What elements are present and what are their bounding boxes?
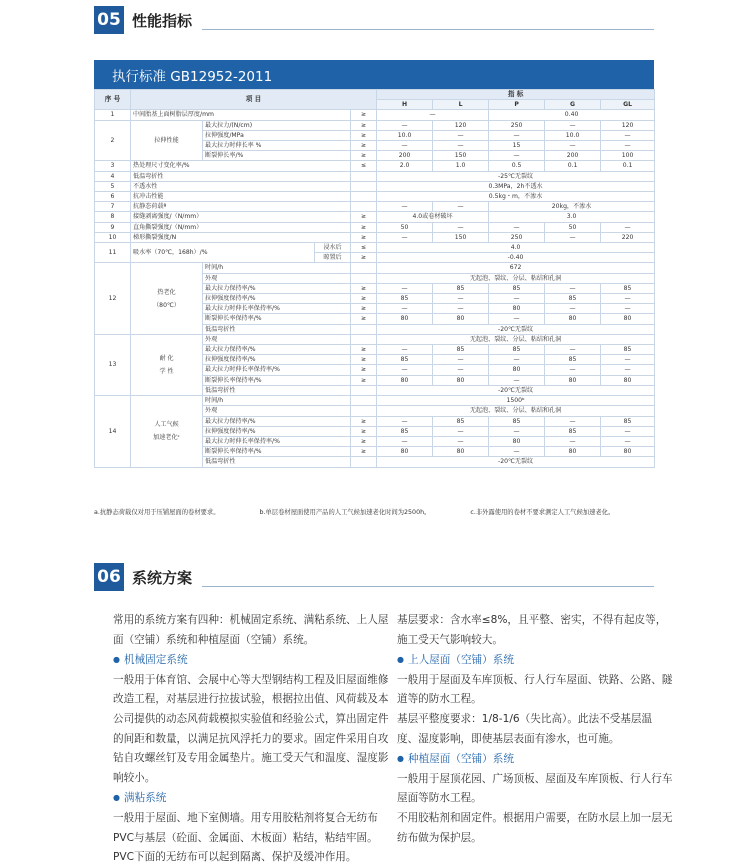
- operator-cell: [351, 181, 377, 191]
- subheading-full-adhered: [113, 788, 389, 809]
- value-cell: —: [377, 365, 433, 375]
- value-cell: 85: [545, 426, 601, 436]
- operator-cell: ≥: [351, 314, 377, 324]
- value-cell: 80: [545, 314, 601, 324]
- item-cell: 拉伸强度保持率/%: [203, 294, 351, 304]
- value-cell: 85: [433, 345, 489, 355]
- operator-cell: ≤: [351, 243, 377, 253]
- value-cell: —: [433, 202, 489, 212]
- value-cell: 80: [601, 447, 655, 457]
- value-cell: 80: [377, 314, 433, 324]
- row-number: 7: [95, 202, 131, 212]
- value-cell: 120: [601, 120, 655, 130]
- value-cell: —: [601, 304, 655, 314]
- value-cell: —: [377, 232, 433, 242]
- value-cell: 80: [489, 436, 545, 446]
- right-column: [397, 611, 673, 868]
- operator-cell: [351, 324, 377, 334]
- operator-cell: ≥: [351, 304, 377, 314]
- value-cell: —: [601, 365, 655, 375]
- value-cell: —: [489, 151, 545, 161]
- value-cell: —: [601, 436, 655, 446]
- item-cell: 最大拉力时伸长率保持率/%: [203, 436, 351, 446]
- row-number: 12: [95, 263, 131, 334]
- subheading-label: 上人屋面（空铺）系统: [407, 654, 514, 667]
- row-number: 9: [95, 222, 131, 232]
- operator-cell: [351, 171, 377, 181]
- value-cell: 250: [489, 120, 545, 130]
- value-cell: 200: [377, 151, 433, 161]
- table-row: [95, 232, 655, 242]
- subheading-mechanical: [113, 650, 389, 671]
- item-cell: 外观: [203, 406, 351, 416]
- group-label: 学 性: [159, 367, 174, 375]
- section-divider: [202, 585, 654, 587]
- sub-item-cell: 晾置后: [315, 253, 351, 263]
- value-cell: 20kg，不渗水: [489, 202, 655, 212]
- operator-cell: ≥: [351, 222, 377, 232]
- value-cell: 3.0: [489, 212, 655, 222]
- value-cell: —: [377, 141, 433, 151]
- value-cell: 15: [489, 141, 545, 151]
- subheading-label: 满粘系统: [123, 792, 167, 805]
- operator-cell: ≥: [351, 130, 377, 140]
- section-title: 性能指标: [132, 11, 193, 30]
- item-cell: 梯形撕裂强度/N: [131, 232, 351, 242]
- value-cell: 85: [489, 345, 545, 355]
- value-cell: 100: [601, 151, 655, 161]
- subheading-label: 种植屋面（空铺）系统: [407, 753, 514, 766]
- paragraph-flatness: 基层平整度要求：1/8-1/6（失比高）。此法不受基层温度、湿度影响，即使基层表面有渗水，也可施。: [397, 712, 653, 745]
- value-cell: 85: [601, 345, 655, 355]
- row-number: 5: [95, 181, 131, 191]
- value-cell: —: [489, 294, 545, 304]
- value-cell: 0.40: [489, 110, 655, 120]
- paragraph-accessible-roof: 一般用于屋面及车库顶板、行人行车屋面、铁路、公路、隧道等的防水工程。: [397, 673, 673, 706]
- value-cell: 200: [545, 151, 601, 161]
- value-cell: 1500ᵇ: [377, 396, 655, 406]
- value-cell: —: [433, 141, 489, 151]
- item-cell: 低温弯折性: [131, 171, 351, 181]
- section-number: 06: [94, 563, 124, 591]
- value-cell: —: [545, 304, 601, 314]
- value-cell: —: [377, 304, 433, 314]
- value-cell: -25℃无裂纹: [377, 171, 655, 181]
- bullet-dot-icon: ●: [113, 655, 120, 665]
- operator-cell: ≥: [351, 365, 377, 375]
- operator-cell: ≥: [351, 294, 377, 304]
- item-cell: 抗静态荷载ª: [131, 202, 351, 212]
- operator-cell: ≥: [351, 416, 377, 426]
- operator-cell: [351, 202, 377, 212]
- header-no: 序 号: [95, 90, 131, 110]
- item-cell: 中间胎基上面树脂层厚度/mm: [131, 110, 351, 120]
- value-cell: 80: [433, 314, 489, 324]
- value-cell: 85: [377, 294, 433, 304]
- item-cell: 时间/h: [203, 396, 351, 406]
- value-cell: —: [377, 110, 489, 120]
- value-cell: 80: [377, 375, 433, 385]
- operator-cell: ≥: [351, 447, 377, 457]
- value-cell: 85: [601, 283, 655, 293]
- item-cell: 低温弯折性: [203, 324, 351, 334]
- group-cell: [131, 396, 203, 467]
- value-cell: 85: [377, 426, 433, 436]
- value-cell: —: [601, 355, 655, 365]
- value-cell: 80: [377, 447, 433, 457]
- operator-cell: ≥: [351, 375, 377, 385]
- item-cell: 断裂伸长率/%: [203, 151, 351, 161]
- item-cell: 外观: [203, 273, 351, 283]
- operator-cell: [351, 334, 377, 344]
- value-cell: 2.0: [377, 161, 433, 171]
- grade-gl: GL: [601, 100, 655, 110]
- value-cell: 0.5: [489, 161, 545, 171]
- value-cell: 无起泡、裂纹、分层、粘结和孔洞: [377, 406, 655, 416]
- item-cell: 低温弯折性: [203, 385, 351, 395]
- item-cell: 最大拉力时伸长率保持率/%: [203, 365, 351, 375]
- row-number: 6: [95, 192, 131, 202]
- header-item: 项 目: [131, 90, 377, 110]
- table-row: [95, 110, 655, 120]
- operator-cell: ≥: [351, 151, 377, 161]
- paragraph-full-adhered: 一般用于屋面、地下室侧墙。用专用胶粘剂将复合无纺布PVC与基层（砼面、金属面、木板面）粘结，粘结牢固。PVC下面的无纺布可以起到隔离、保护及缓冲作用。: [113, 811, 378, 864]
- bullet-dot-icon: ●: [113, 793, 120, 803]
- value-cell: 50: [377, 222, 433, 232]
- value-cell: 无起泡、裂纹、分层、粘结和孔洞: [377, 334, 655, 344]
- row-number: 8: [95, 212, 131, 222]
- operator-cell: ≥: [351, 355, 377, 365]
- row-number: 10: [95, 232, 131, 242]
- grade-g: G: [545, 100, 601, 110]
- operator-cell: [351, 263, 377, 273]
- operator-cell: ≥: [351, 141, 377, 151]
- group-label: 热老化: [157, 288, 176, 296]
- value-cell: 250: [489, 232, 545, 242]
- grade-l: L: [433, 100, 489, 110]
- item-cell: 断裂伸长率保持率/%: [203, 314, 351, 324]
- group-cell: [131, 334, 203, 395]
- item-cell: 外观: [203, 334, 351, 344]
- table-row: [95, 120, 655, 130]
- value-cell: 85: [545, 355, 601, 365]
- value-cell: —: [545, 345, 601, 355]
- item-cell: 拉伸强度/MPa: [203, 130, 351, 140]
- value-cell: 10.0: [545, 130, 601, 140]
- group-cell: 拉伸性能: [131, 120, 203, 161]
- operator-cell: ≥: [351, 253, 377, 263]
- operator-cell: ≥: [351, 232, 377, 242]
- table-row: [95, 161, 655, 171]
- group-label: 人工气候: [154, 421, 179, 429]
- value-cell: —: [545, 365, 601, 375]
- table-row: [95, 192, 655, 202]
- group-label: 加速老化ᶜ: [153, 434, 180, 442]
- grade-p: P: [489, 100, 545, 110]
- section-divider: [202, 28, 654, 30]
- value-cell: -20℃无裂纹: [377, 385, 655, 395]
- item-cell: 最大拉力保持率/%: [203, 345, 351, 355]
- item-cell: 时间/h: [203, 263, 351, 273]
- table-row: [95, 243, 655, 253]
- value-cell: —: [601, 222, 655, 232]
- value-cell: 0.3MPa，2h不透水: [377, 181, 655, 191]
- value-cell: 85: [433, 283, 489, 293]
- item-cell: 最大拉力时伸长率保持率/%: [203, 304, 351, 314]
- row-number: 2: [95, 120, 131, 161]
- subheading-accessible-roof: [397, 650, 673, 671]
- value-cell: —: [377, 283, 433, 293]
- subheading-green-roof: [397, 749, 673, 770]
- item-cell: 接缝剥离强度/（N/mm）: [131, 212, 351, 222]
- section-header-system: [94, 563, 654, 591]
- value-cell: —: [377, 202, 433, 212]
- value-cell: 1.0: [433, 161, 489, 171]
- subheading-label: 机械固定系统: [123, 654, 188, 667]
- value-cell: 150: [433, 151, 489, 161]
- item-cell: 断裂伸长率保持率/%: [203, 447, 351, 457]
- value-cell: -20℃无裂纹: [377, 457, 655, 467]
- value-cell: 50: [545, 222, 601, 232]
- value-cell: 120: [433, 120, 489, 130]
- item-cell: 吸水率（70℃，168h）/%: [131, 243, 315, 263]
- operator-cell: [351, 457, 377, 467]
- item-cell: 不透水性: [131, 181, 351, 191]
- operator-cell: ≥: [351, 120, 377, 130]
- value-cell: —: [545, 283, 601, 293]
- item-cell: 最大拉力保持率/%: [203, 416, 351, 426]
- value-cell: —: [433, 222, 489, 232]
- value-cell: 无起泡、裂纹、分层、粘结和孔洞: [377, 273, 655, 283]
- value-cell: —: [377, 120, 433, 130]
- value-cell: 85: [545, 294, 601, 304]
- value-cell: —: [601, 294, 655, 304]
- value-cell: —: [377, 345, 433, 355]
- value-cell: 80: [545, 447, 601, 457]
- value-cell: 150: [433, 232, 489, 242]
- value-cell: —: [601, 130, 655, 140]
- value-cell: —: [545, 436, 601, 446]
- value-cell: -20℃无裂纹: [377, 324, 655, 334]
- note-a: a.抗静态荷载仅对用于压铺屋面的卷材要求。: [94, 509, 220, 516]
- item-cell: 拉伸强度保持率/%: [203, 426, 351, 436]
- item-cell: 低温弯折性: [203, 457, 351, 467]
- item-cell: 断裂伸长率保持率/%: [203, 375, 351, 385]
- value-cell: —: [433, 304, 489, 314]
- value-cell: —: [489, 130, 545, 140]
- table-row: [95, 263, 655, 273]
- value-cell: —: [545, 416, 601, 426]
- item-cell: 拉伸强度保持率/%: [203, 355, 351, 365]
- value-cell: 0.1: [545, 161, 601, 171]
- item-cell: 抗冲击性能: [131, 192, 351, 202]
- value-cell: —: [545, 120, 601, 130]
- intro-paragraph: 常用的系统方案有四种：机械固定系统、满粘系统、上人屋面（空铺）系统和种植屋面（空铺）系统。: [113, 614, 389, 646]
- value-cell: —: [601, 426, 655, 436]
- header-index: 指 标: [377, 90, 655, 100]
- row-number: 3: [95, 161, 131, 171]
- paragraph-green-roof: 一般用于屋顶花园、广场顶板、屋面及车库顶板、行人行车屋面等防水工程。: [397, 772, 673, 805]
- value-cell: 80: [545, 375, 601, 385]
- row-number: 13: [95, 334, 131, 395]
- bullet-dot-icon: ●: [397, 655, 404, 665]
- left-column: [113, 611, 389, 868]
- value-cell: —: [489, 375, 545, 385]
- value-cell: 85: [377, 355, 433, 365]
- value-cell: 85: [601, 416, 655, 426]
- value-cell: —: [377, 436, 433, 446]
- table-row: [95, 202, 655, 212]
- value-cell: —: [433, 294, 489, 304]
- paragraph-protection: 不用胶粘剂和固定件。根据用户需要，在防水层上加一层无纺布做为保护层。: [397, 811, 673, 844]
- row-number: 11: [95, 243, 131, 263]
- operator-cell: ≥: [351, 345, 377, 355]
- row-number: 1: [95, 110, 131, 120]
- value-cell: 85: [433, 416, 489, 426]
- operator-cell: [351, 396, 377, 406]
- item-cell: 热处理尺寸变化率/%: [131, 161, 351, 171]
- sub-item-cell: 浸水后: [315, 243, 351, 253]
- value-cell: 80: [601, 375, 655, 385]
- section-header-performance: [94, 6, 654, 34]
- table-header-row: [95, 90, 655, 100]
- value-cell: -0.40: [377, 253, 655, 263]
- value-cell: —: [545, 232, 601, 242]
- table-row: [95, 334, 655, 344]
- value-cell: 4.0: [377, 243, 655, 253]
- value-cell: —: [545, 141, 601, 151]
- section-title: 系统方案: [132, 568, 193, 587]
- value-cell: —: [489, 355, 545, 365]
- operator-cell: ≥: [351, 212, 377, 222]
- grade-h: H: [377, 100, 433, 110]
- section-number: 05: [94, 6, 124, 34]
- value-cell: —: [433, 355, 489, 365]
- value-cell: 220: [601, 232, 655, 242]
- item-cell: 直角撕裂强度/（N/mm）: [131, 222, 351, 232]
- value-cell: —: [601, 141, 655, 151]
- value-cell: 80: [433, 447, 489, 457]
- value-cell: 80: [489, 365, 545, 375]
- value-cell: —: [489, 447, 545, 457]
- value-cell: —: [433, 426, 489, 436]
- note-c: c.非外露使用的卷材不要求测定人工气候加速老化。: [470, 509, 615, 516]
- standard-banner: 执行标准 GB12952-2011: [94, 60, 654, 89]
- value-cell: 0.1: [601, 161, 655, 171]
- operator-cell: ≥: [351, 436, 377, 446]
- item-cell: 最大拉力时伸长率 %: [203, 141, 351, 151]
- operator-cell: ≤: [351, 161, 377, 171]
- paragraph-substrate: 基层要求：含水率≤8%，且平整、密实，不得有起皮等，施工受天气影响较大。: [397, 614, 667, 646]
- table-row: [95, 181, 655, 191]
- value-cell: —: [433, 130, 489, 140]
- performance-table: [94, 89, 655, 468]
- operator-cell: ≥: [351, 110, 377, 120]
- value-cell: —: [489, 426, 545, 436]
- row-number: 14: [95, 396, 131, 467]
- operator-cell: [351, 192, 377, 202]
- table-notes: [94, 507, 654, 516]
- group-label: （80℃）: [153, 301, 180, 309]
- bullet-dot-icon: ●: [397, 754, 404, 764]
- value-cell: 672: [377, 263, 655, 273]
- value-cell: 10.0: [377, 130, 433, 140]
- item-cell: 最大拉力/(N/cm): [203, 120, 351, 130]
- table-row: [95, 396, 655, 406]
- value-cell: 85: [489, 283, 545, 293]
- value-cell: 0.5kg・m，不渗水: [377, 192, 655, 202]
- table-row: [95, 171, 655, 181]
- value-cell: —: [433, 436, 489, 446]
- group-label: 耐 化: [159, 354, 174, 362]
- table-row: [95, 212, 655, 222]
- value-cell: —: [377, 416, 433, 426]
- operator-cell: [351, 273, 377, 283]
- value-cell: 85: [489, 416, 545, 426]
- value-cell: 80: [489, 304, 545, 314]
- group-cell: [131, 263, 203, 334]
- operator-cell: [351, 406, 377, 416]
- paragraph-mechanical: 一般用于体育馆、会展中心等大型钢结构工程及旧屋面维修改造工程，对基层进行拉拔试验，根据拉出值、风荷载及本公司提供的动态风荷载模拟实验值和经验公式，算出固定件的间距和数量，以满足抗风浮托力的要求。固定件采用自攻钻自攻螺丝钉及专用金属垫片。施工受天气和温度、湿度影响较小。: [113, 673, 389, 784]
- value-cell: —: [433, 365, 489, 375]
- value-cell: —: [489, 222, 545, 232]
- table-row: [95, 222, 655, 232]
- value-cell: 80: [601, 314, 655, 324]
- value-cell: 80: [433, 375, 489, 385]
- value-cell: —: [489, 314, 545, 324]
- row-number: 4: [95, 171, 131, 181]
- value-cell: 4.0或卷材破坏: [377, 212, 489, 222]
- operator-cell: ≥: [351, 283, 377, 293]
- operator-cell: ≥: [351, 426, 377, 436]
- note-b: b.单层卷材屋面使用产品的人工气候加速老化时间为2500h。: [259, 509, 431, 516]
- operator-cell: [351, 385, 377, 395]
- system-columns: [113, 611, 673, 868]
- item-cell: 最大拉力保持率/%: [203, 283, 351, 293]
